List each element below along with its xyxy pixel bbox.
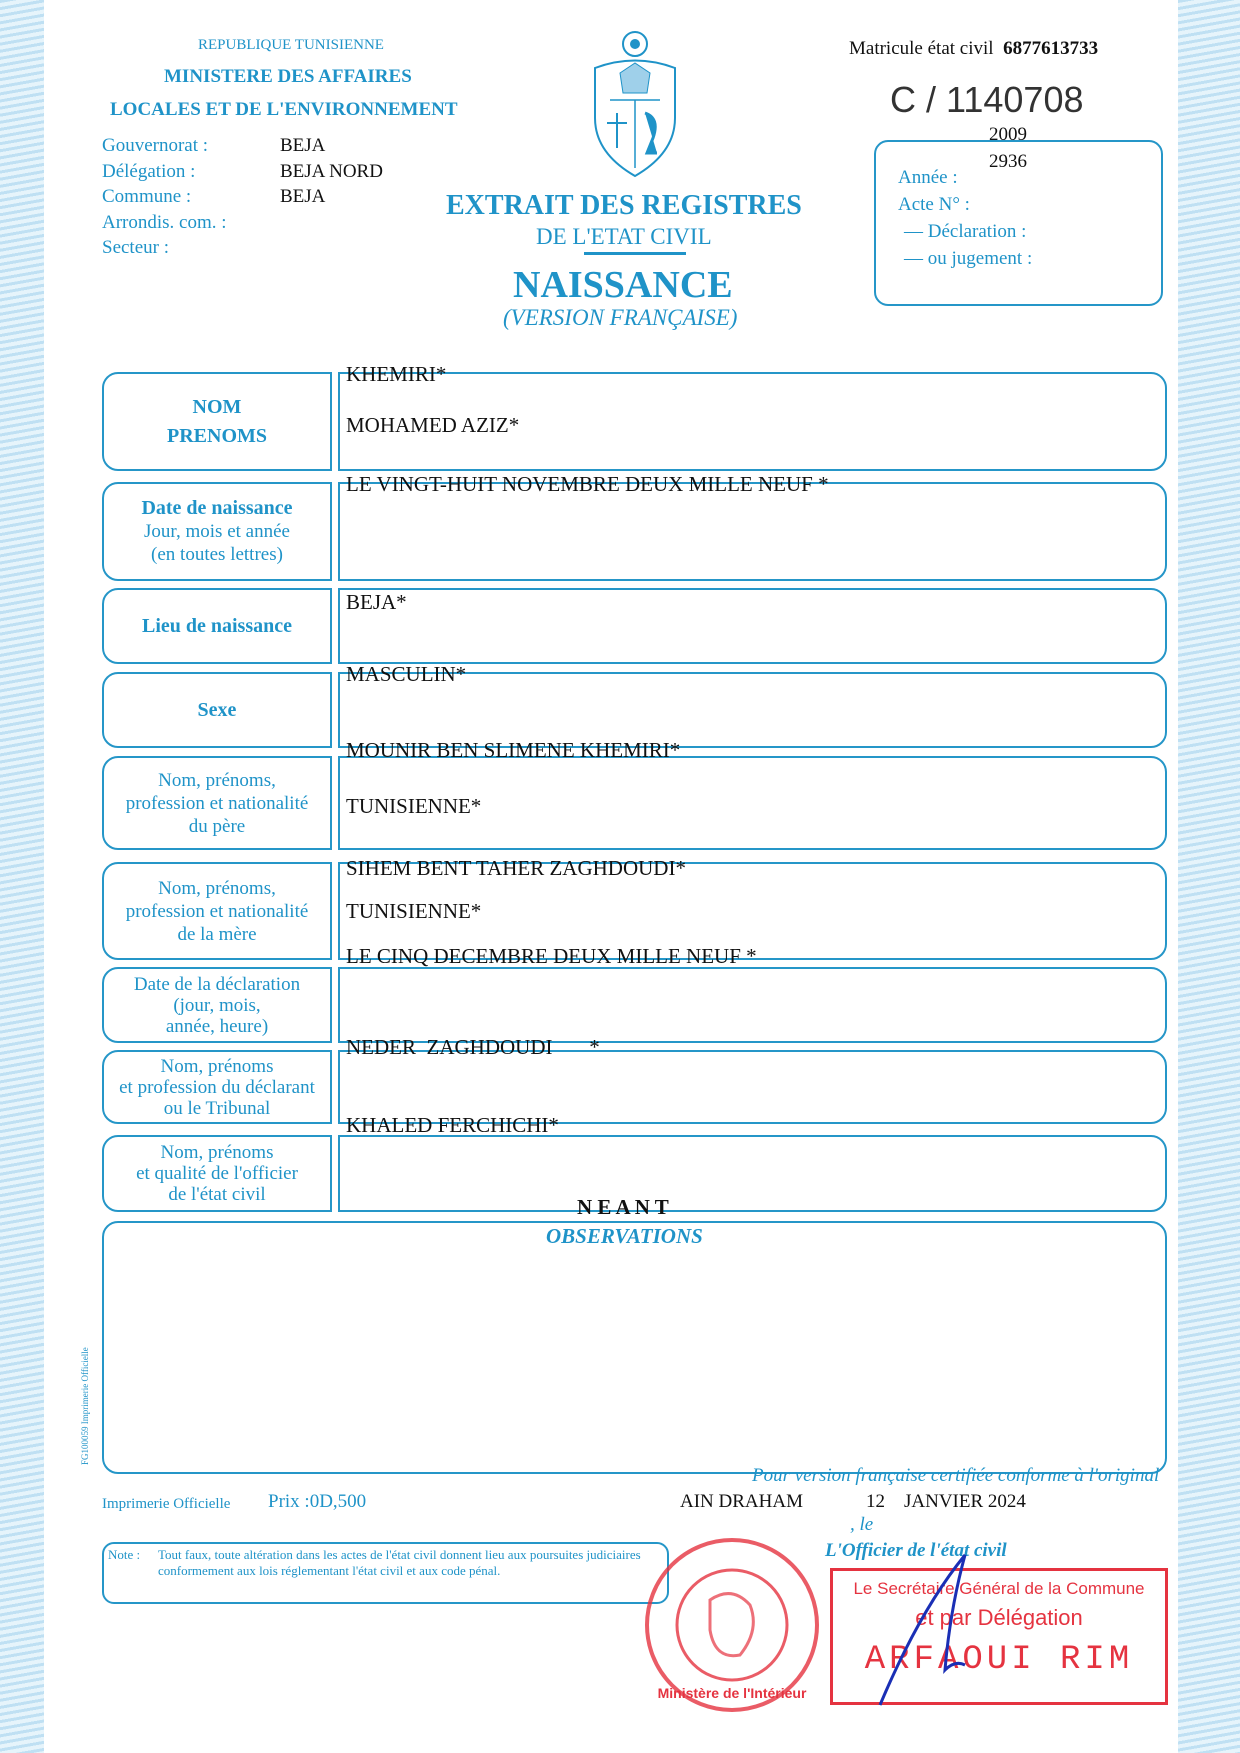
label-declarant: Nom, prénoms et profession du déclarant ou le Tribunal (102, 1050, 332, 1124)
nom-value: KHEMIRI* (346, 362, 447, 386)
value-box-date-naissance (338, 482, 1167, 581)
acte-value: 2936 (989, 151, 1027, 172)
observations-box (102, 1221, 1167, 1474)
label-sexe: Sexe (102, 672, 332, 748)
place-value: AIN DRAHAM (680, 1491, 803, 1512)
jugement-label: — ou jugement : (904, 248, 1033, 269)
ministere-line1: MINISTERE DES AFFAIRES (164, 66, 412, 87)
side-print-code: FG100059 Imprimerie Officielle (80, 1347, 90, 1465)
observations-value: N E A N T (577, 1195, 669, 1219)
imprimerie-label: Imprimerie Officielle (102, 1496, 231, 1512)
mere-nationalite-value: TUNISIENNE* (346, 899, 482, 923)
decorative-border-right (1178, 0, 1240, 1753)
matricule (849, 38, 1098, 60)
annee-label: Année : (898, 167, 958, 188)
le-label: , le (850, 1514, 874, 1535)
date-naissance-value: LE VINGT-HUIT NOVEMBRE DEUX MILLE NEUF * (346, 472, 829, 496)
title-naissance: NAISSANCE (513, 264, 733, 306)
gouvernorat-value: BEJA (280, 135, 326, 156)
value-box-officier (338, 1135, 1167, 1212)
officier-value: KHALED FERCHICHI* (346, 1113, 559, 1137)
observations-label: OBSERVATIONS (546, 1224, 703, 1248)
coat-of-arms-emblem (585, 28, 685, 178)
title-etat-civil: DE L'ETAT CIVIL (536, 224, 712, 249)
date-value: 12 JANVIER 2024 (866, 1491, 1026, 1512)
value-box-declaration (338, 967, 1167, 1043)
title-extrait: EXTRAIT DES REGISTRES (446, 190, 802, 221)
serial-number: C / 1140708 (890, 79, 1084, 120)
certification-text: Pour version française certifiée conforme à l'original (752, 1465, 1160, 1486)
label-pere: Nom, prénoms, profession et nationalité du père (102, 756, 332, 850)
location-labels (102, 133, 227, 261)
pere-nom-value: MOUNIR BEN SLIMENE KHEMIRI* (346, 738, 681, 762)
date-declaration-value: LE CINQ DECEMBRE DEUX MILLE NEUF * (346, 944, 757, 968)
sexe-value: MASCULIN* (346, 662, 467, 686)
commune-value: BEJA (280, 186, 326, 207)
declaration-label: — Déclaration : (904, 221, 1027, 242)
stamp-line3: ARFAOUI RIM (864, 1641, 1134, 1679)
acte-label: Acte N° : (898, 194, 970, 215)
title-divider (584, 252, 686, 255)
commune-label: Commune : (102, 186, 192, 207)
matricule-label: Matricule état civil (849, 38, 994, 59)
label-date-declaration: Date de la déclaration (jour, mois, année, heure) (102, 967, 332, 1043)
note-text: Tout faux, toute altération dans les actes de l'état civil donnent lieu aux poursuites judiciaires conformement aux lois réglementant l'état civil et aux code pénal. (158, 1547, 641, 1578)
round-stamp-text: Ministère de l'Intérieur (657, 1685, 807, 1701)
prix-label: Prix :0D,500 (268, 1491, 367, 1512)
value-box-lieu (338, 588, 1167, 664)
declarant-value: NEDER ZAGHDOUDI * (346, 1035, 600, 1059)
label-nom-prenoms: NOM PRENOMS (102, 372, 332, 471)
acte-labels (898, 164, 1032, 272)
delegation-label: Délégation : (102, 160, 196, 182)
stamp-line1: Le Secrétaire Général de la Commune (853, 1579, 1145, 1598)
delegation-value: BEJA NORD (280, 160, 383, 182)
signature (860, 1530, 1020, 1710)
annee-value: 2009 (989, 124, 1027, 145)
stamp-line2: et par Délégation (915, 1605, 1083, 1630)
republique-label: REPUBLIQUE TUNISIENNE (198, 37, 384, 53)
lieu-naissance-value: BEJA* (346, 590, 407, 614)
ministere-line2: LOCALES ET DE L'ENVIRONNEMENT (110, 99, 458, 120)
label-lieu-naissance: Lieu de naissance (102, 588, 332, 664)
label-officier: Nom, prénoms et qualité de l'officier de l'état civil (102, 1135, 332, 1212)
secteur-label: Secteur : (102, 237, 170, 258)
arrondis-label: Arrondis. com. : (102, 211, 227, 233)
pere-nationalite-value: TUNISIENNE* (346, 794, 482, 818)
matricule-value: 6877613733 (1003, 38, 1099, 59)
mere-nom-value: SIHEM BENT TAHER ZAGHDOUDI* (346, 856, 686, 880)
title-version: (VERSION FRANÇAISE) (503, 305, 738, 330)
gouvernorat-label: Gouvernorat : (102, 135, 209, 156)
label-date-naissance: Date de naissance Jour, mois et année (en toutes lettres) (102, 482, 332, 581)
decorative-border-left (0, 0, 44, 1753)
officier-label: L'Officier de l'état civil (825, 1540, 1007, 1561)
round-stamp (640, 1530, 825, 1730)
note-label: Note : (108, 1547, 141, 1562)
label-mere: Nom, prénoms, profession et nationalité de la mère (102, 862, 332, 960)
prenoms-value: MOHAMED AZIZ* (346, 413, 520, 437)
